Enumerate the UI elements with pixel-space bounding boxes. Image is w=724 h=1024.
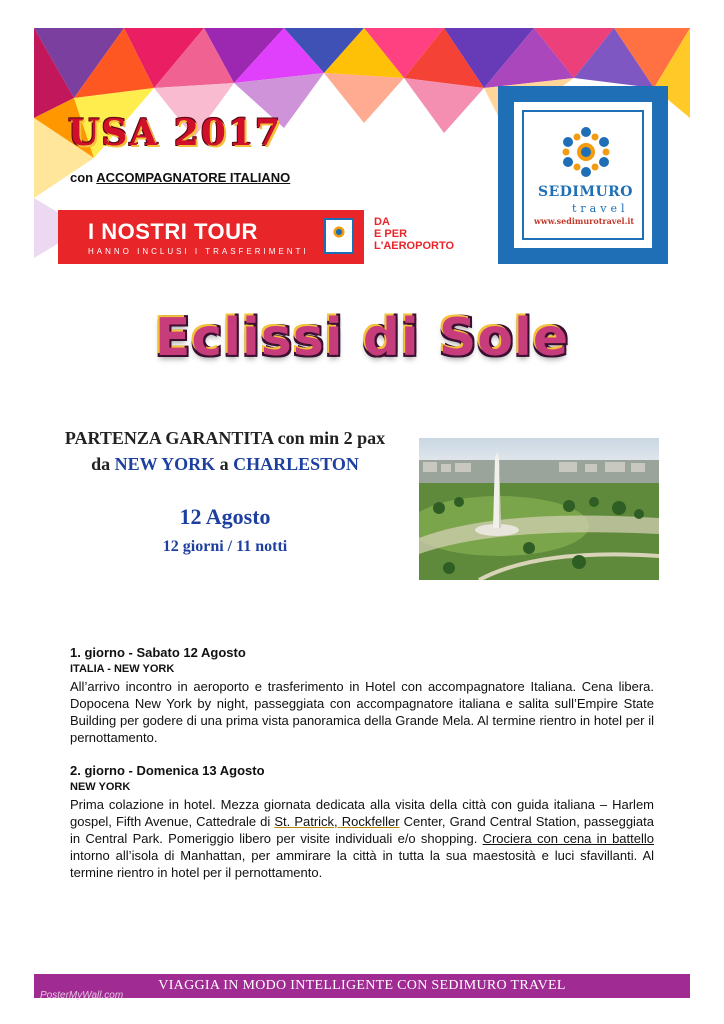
tour-banner	[58, 210, 364, 264]
day-1-place: ITALIA - NEW YORK	[70, 663, 175, 675]
day-2-cruise: Crociera con cena in battello	[482, 831, 654, 846]
accomp-text: ACCOMPAGNATORE ITALIANO	[96, 170, 291, 185]
route-text	[40, 454, 410, 475]
snowflake-logo-icon	[558, 124, 614, 180]
accomp-prefix: con	[70, 170, 97, 185]
logo-sub: travel	[572, 202, 629, 215]
footer-bar	[34, 974, 690, 998]
watermark: PosterMyWall.com	[40, 990, 124, 1001]
duration-text: 12 giorni / 11 notti	[162, 538, 288, 555]
day-2-text-part-2: Center, Grand Central Station, passeggiata in Central Park. Pomeriggio libero per visite individuali e/o shopping.	[70, 814, 655, 846]
eclissi-title: Eclissi di Sole	[154, 308, 570, 368]
footer-text: VIAGGIA IN MODO INTELLIGENTE CON SEDIMURO TRAVEL	[158, 978, 566, 993]
route-mid: a	[215, 454, 234, 474]
tour-side-line-2: E PER	[374, 228, 408, 240]
day-2-text-part-1: Prima colazione in hotel. Mezza giornata dedicata alla visita della città con guida italiana – Harlem gospel, Fifth Avenue, Cattedrale di	[70, 797, 654, 829]
tour-side-line-3: L'AEROPORTO	[374, 240, 455, 252]
partenza-text: PARTENZA GARANTITA con min 2 pax	[64, 428, 386, 448]
date-text: 12 Agosto	[179, 504, 271, 529]
logo-url: www.sedimurotravel.it	[534, 216, 635, 226]
route-prefix: da	[91, 454, 115, 474]
route-from: NEW YORK	[114, 454, 216, 474]
day-2-place: NEW YORK	[70, 781, 131, 793]
tour-title: I NOSTRI TOUR	[88, 219, 258, 244]
accompagnatore-label	[70, 170, 290, 185]
day-2-section	[70, 762, 654, 881]
mini-logo-icon	[324, 218, 354, 254]
day-2-title: 2. giorno - Domenica 13 Agosto	[70, 763, 265, 778]
sedimuro-logo	[498, 86, 668, 264]
logo-name: SEDIMURO	[538, 184, 634, 200]
route-to: CHARLESTON	[233, 454, 359, 474]
tour-side-text	[374, 216, 454, 252]
day-2-st-patrick: St. Patrick, Rockfeller	[274, 814, 400, 829]
washington-monument-photo	[419, 438, 659, 580]
day-1-title: 1. giorno - Sabato 12 Agosto	[70, 645, 246, 660]
usa-2017-title: USA 2017	[68, 112, 283, 154]
day-1-section	[70, 644, 654, 746]
day-2-text-part-3: intorno all’isola di Manhattan, per ammirare la città in tutta la sua maestosità e luci sfavillanti. Al termine rientro in hotel per il pernottamento.	[70, 848, 654, 880]
day-1-text: All’arrivo incontro in aeroporto e trasferimento in Hotel con accompagnatore Italiana. Cena libera. Dopocena New York by night, passeggiata con accompagnatore italiana e salita sull’Empire State Building per godere di una prima vista panoramica della Grande Mela. Al termine rientro in hotel per il pernottamento.	[70, 679, 654, 745]
tour-side-line-1: DA	[374, 216, 390, 228]
day-2-text	[70, 796, 654, 881]
tour-subtitle: HANNO INCLUSI I TRASFERIMENTI	[88, 247, 309, 256]
